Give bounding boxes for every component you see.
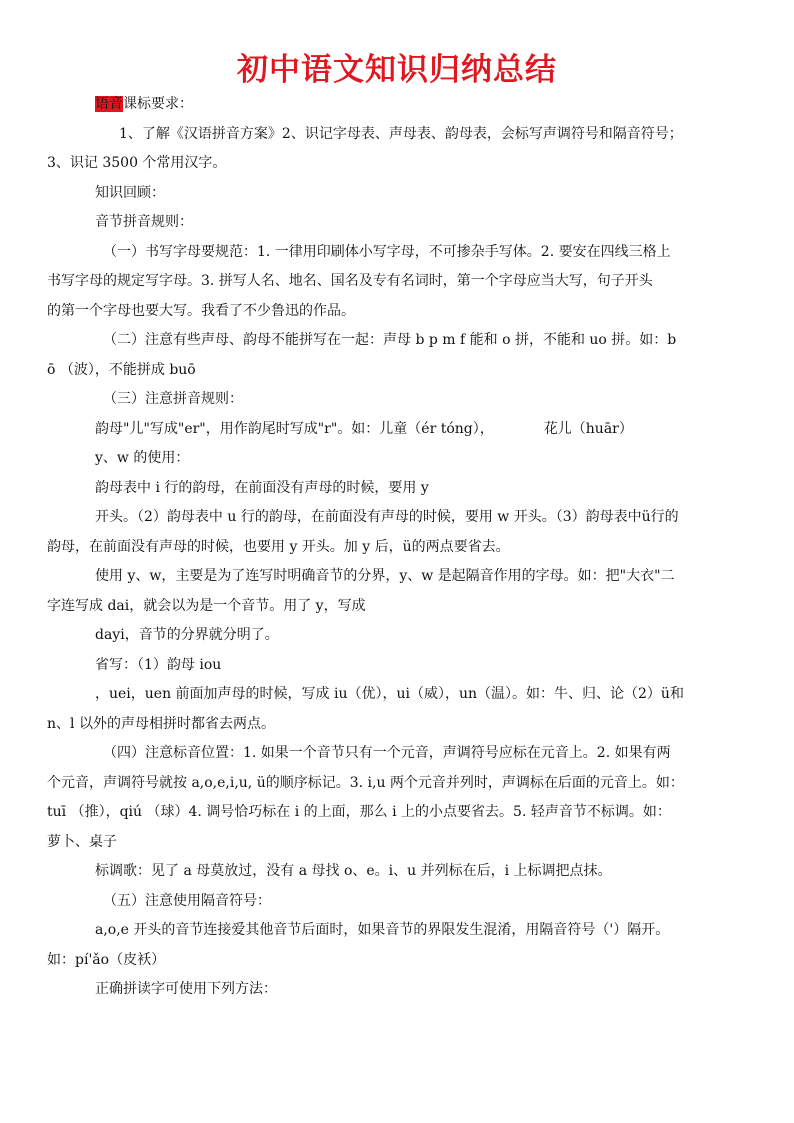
paragraph-line: ，uei，uen 前面加声母的时候，写成 iu（优），ui（威），un（温）。如：牛、归、论（2）ü和 xyxy=(95,686,684,702)
paragraph-line: 正确拼读字可使用下列方法： xyxy=(95,981,277,997)
paragraph-line: 的第一个字母也要大写。我看了不少鲁迅的作品。 xyxy=(47,302,355,319)
paragraph-line: a,o,e 开头的音节连接爱其他音节后面时，如果音节的界限发生混淆，用隔音符号（'）隔开。 xyxy=(95,922,670,938)
paragraph-line: 字连写成 dai，就会以为是一个音节。用了 y，写成 xyxy=(47,597,366,614)
paragraph-line: 3、识记 3500 个常用汉字。 xyxy=(47,155,227,171)
paragraph-line: 使用 y、w，主要是为了连写时明确音节的分界，y、w 是起隔音作用的字母。如：把"大衣"二 xyxy=(95,568,675,584)
paragraph-line: 开头。（2）韵母表中 u 行的韵母，在前面没有声母的时候，要用 w 开头。（3）韵母表中ü行的 xyxy=(95,509,679,525)
paragraph-line: 知识回顾： xyxy=(95,184,165,201)
paragraph-line: （三）注意拼音规则： xyxy=(103,391,243,407)
paragraph-line: dayi，音节的分界就分明了。 xyxy=(95,627,279,643)
paragraph-segment: 韵母"儿"写成"er"，用作韵尾时写成"r"。如：儿童（ér tóng）， xyxy=(95,420,494,437)
document-title: 初中语文知识归纳总结 xyxy=(237,52,557,88)
paragraph-line: n、l 以外的声母相拼时都省去两点。 xyxy=(47,715,275,732)
section-heading xyxy=(47,90,747,120)
paragraph-line: 标调歌：见了 a 母莫放过，没有 a 母找 o、e。i、u 并列标在后，i 上标调把点抹。 xyxy=(95,863,612,879)
paragraph-line: 1、了解《汉语拼音方案》2、识记字母表、声母表、韵母表，会标写声调符号和隔音符号； xyxy=(119,125,683,142)
paragraph-line: 韵母，在前面没有声母的时候，也要用 y 开头。加 y 后，ü的两点要省去。 xyxy=(47,538,510,555)
paragraph-line: （五）注意使用隔音符号： xyxy=(103,892,271,909)
paragraph-line: 萝卜、桌子 xyxy=(47,833,117,850)
paragraph-segment: 花儿（huār） xyxy=(543,420,633,437)
paragraph-line: 省写：（1）韵母 iou xyxy=(95,656,222,673)
paragraph-line: y、w 的使用： xyxy=(95,450,190,466)
paragraph-line: 韵母表中 i 行的韵母，在前面没有声母的时候，要用 y xyxy=(95,479,429,496)
paragraph-line xyxy=(47,415,747,445)
paragraph-line: 书写字母的规定写字母。3. 拼写人名、地名、国名及专有名词时，第一个字母应当大写，句子开头 xyxy=(47,273,653,289)
paragraph-line: ō （波），不能拼成 buō xyxy=(47,361,196,378)
paragraph-line: （四）注意标音位置：1. 如果一个音节只有一个元音，声调符号应标在元音上。2. 如果有两 xyxy=(103,745,671,761)
paragraph-line: tuī （推），qiú （球）4. 调号恰巧标在 i 的上面，那么 i 上的小点要省去。5. 轻声音节不标调。如： xyxy=(47,804,671,820)
section-heading-rest: 课标要求： xyxy=(123,96,193,112)
document-body xyxy=(47,90,747,1005)
paragraph-line: （一）书写字母要规范：1. 一律用印刷体小写字母，不可掺杂手写体。2. 要安在四线三格上 xyxy=(103,243,671,260)
paragraph-line: 如：pí'ǎo（皮袄） xyxy=(47,951,166,968)
paragraph-line: （二）注意有些声母、韵母不能拼写在一起：声母 b p m f 能和 o 拼，不能和 uo 拼。如：b xyxy=(103,332,677,348)
highlighted-word: 语音 xyxy=(95,96,123,112)
paragraph-line: 音节拼音规则： xyxy=(95,214,193,230)
paragraph-line: 个元音，声调符号就按 a,o,e,i,u, ü的顺序标记。3. i,u 两个元音并列时，声调标在后面的元音上。如： xyxy=(47,774,684,791)
